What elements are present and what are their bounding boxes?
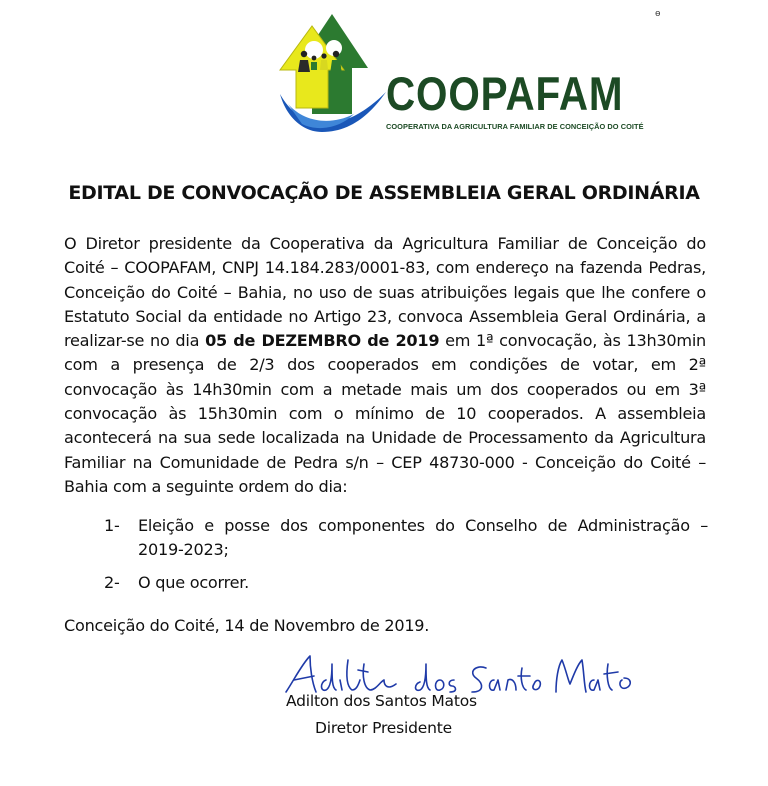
body-text-part1: O Diretor presidente da Cooperativa da Agricultura Familiar de Conceição do Coité – COOPAFAM, CNPJ 14.184.283/0001-83, com endereço na fazenda Pedras, Conceição do Coité – Bahia, no uso de suas atribuições legais que lhe confere o Estatuto Social da entidade no Artigo 23, convoca Assembleia Geral Ordinária, a realizar-se no dia <box>64 234 706 351</box>
agenda-item-text: O que ocorrer. <box>138 572 250 592</box>
logo-subtitle: COOPERATIVA DA AGRICULTURA FAMILIAR DE CONCEIÇÃO DO COITÉ <box>386 122 644 131</box>
agenda-list <box>104 514 708 603</box>
date-line: Conceição do Coité, 14 de Novembro de 2019. <box>64 616 430 635</box>
agenda-item-text: Eleição e posse dos componentes do Conselho de Administração – 2019-2023; <box>138 516 708 560</box>
assembly-date: 05 de DEZEMBRO de 2019 <box>205 331 440 351</box>
body-text-part2: em 1ª convocação, às 13h30min com a presença de 2/3 dos cooperados em condições de votar, em 2ª convocação às 14h30min com a metade mais um dos cooperados ou em 3ª convocação às 15h30min com o mínimo de 10 cooperados. A assembleia acontecerá na sua sede localizada na Unidade de Processamento da Agricultura Familiar na Comunidade de Pedra s/n – CEP 48730-000 - Conceição do Coité – Bahia com a seguinte ordem do dia: <box>64 331 707 496</box>
agenda-item-number: 2- <box>104 572 120 592</box>
document-title: EDITAL DE CONVOCAÇÃO DE ASSEMBLEIA GERAL ORDINÁRIA <box>68 182 700 204</box>
list-item <box>104 571 708 595</box>
logo-name: COOPAFAM <box>386 67 624 120</box>
logo-emblem-icon <box>274 8 394 138</box>
body-paragraph <box>64 232 706 499</box>
coopafam-logo <box>274 8 644 138</box>
signer-name: Adilton dos Santos Matos <box>286 692 477 710</box>
list-item <box>104 514 708 563</box>
signer-role: Diretor Presidente <box>315 719 452 737</box>
corner-mark-icon: ɵ <box>655 9 661 19</box>
agenda-item-number: 1- <box>104 516 120 535</box>
